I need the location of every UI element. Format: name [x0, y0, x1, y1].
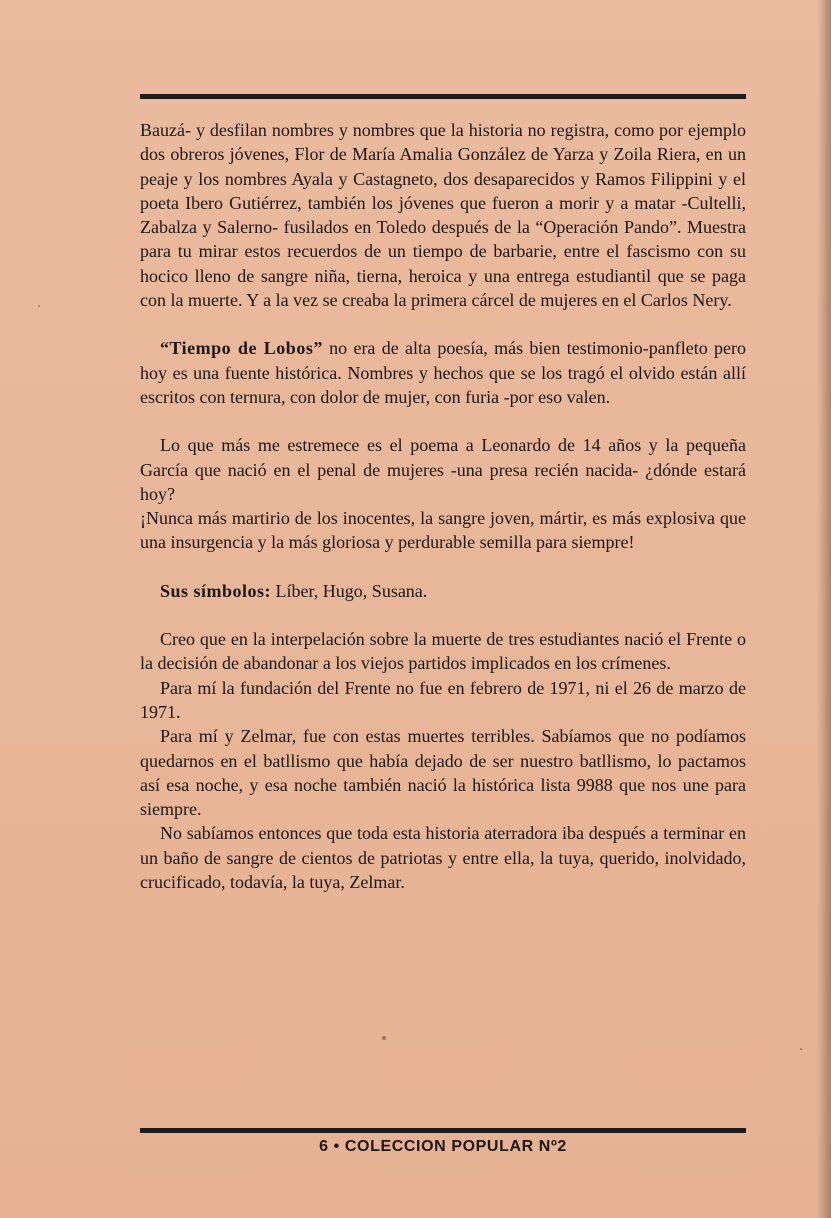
paper-speck — [38, 305, 40, 307]
paragraph-4: ¡Nunca más martirio de los inocentes, la sangre joven, mártir, es más explosiva que una insurgencia y la más gloriosa y perdurable semilla para siempre! — [140, 508, 746, 553]
paragraph-6: Para mí la fundación del Frente no fue en febrero de 1971, ni el 26 de marzo de 1971. — [140, 677, 746, 722]
top-rule — [140, 94, 746, 99]
page-body — [140, 118, 746, 894]
paper-speck — [800, 1048, 802, 1050]
bottom-rule — [140, 1128, 746, 1133]
paragraph-1: Bauzá- y desfilan nombres y nombres que la historia no registra, como por ejemplo dos obreros jóvenes, Flor de María Amalia González de Yarza y Zoila Riera, en un peaje y los nombres Ayala y Castagneto, dos desaparecidos y Ramos Filippini y el poeta Ibero Gutiérrez, también los jóvenes que fueron a morir y a matar -Cultelli, Zabalza y Salerno- fusilados en Toledo después de la “Operación Pando”. Muestra para tu mirar estos recuerdos de un tiempo de barbarie, entre el fascismo con su hocico lleno de sangre niña, tierna, heroica y una entrega estudiantil que se paga con la muerte. Y a la vez se creaba la primera cárcel de mujeres en el Carlos Nery. — [140, 120, 746, 311]
symbols-label: Sus símbolos: — [160, 580, 272, 601]
page-edge-shadow — [817, 0, 831, 1218]
page-footer: 6 • COLECCION POPULAR Nº2 — [319, 1138, 567, 1155]
poem-collection-title: “Tiempo de Lobos” — [160, 338, 323, 359]
paragraph-2-text: no era de alta poesía, más bien testimonio-panfleto pero hoy es una fuente histórica. Nombres y hechos que se los tragó el olvido están allí escritos con ternura, con dolor de mujer, con furia -por eso valen. — [140, 338, 746, 407]
paragraph-2 — [140, 336, 746, 409]
symbols-line — [140, 579, 746, 603]
paragraph-5: Creo que en la interpelación sobre la muerte de tres estudiantes nació el Frente o la decisión de abandonar a los viejos partidos implicados en los crímenes. — [140, 629, 746, 674]
symbols-names: Líber, Hugo, Susana. — [271, 580, 428, 601]
paragraph-8: No sabíamos entonces que toda esta historia aterradora iba después a terminar en un baño de sangre de cientos de patriotas y entre ella, la tuya, querido, inolvidado, crucificado, todavía, la tuya, Zelmar. — [140, 823, 746, 893]
paragraph-7: Para mí y Zelmar, fue con estas muertes terribles. Sabíamos que no podíamos quedarnos en el batllismo que había dejado de ser nuestro batllismo, lo pactamos así esa noche, y esa noche también nació la histórica lista 9988 que nos une para siempre. — [140, 726, 746, 820]
paper-speck — [382, 1036, 386, 1040]
paragraph-3: Lo que más me estremece es el poema a Leonardo de 14 años y la pequeña García que nació en el penal de mujeres -una presa recién nacida- ¿dónde estará hoy? — [140, 435, 746, 504]
